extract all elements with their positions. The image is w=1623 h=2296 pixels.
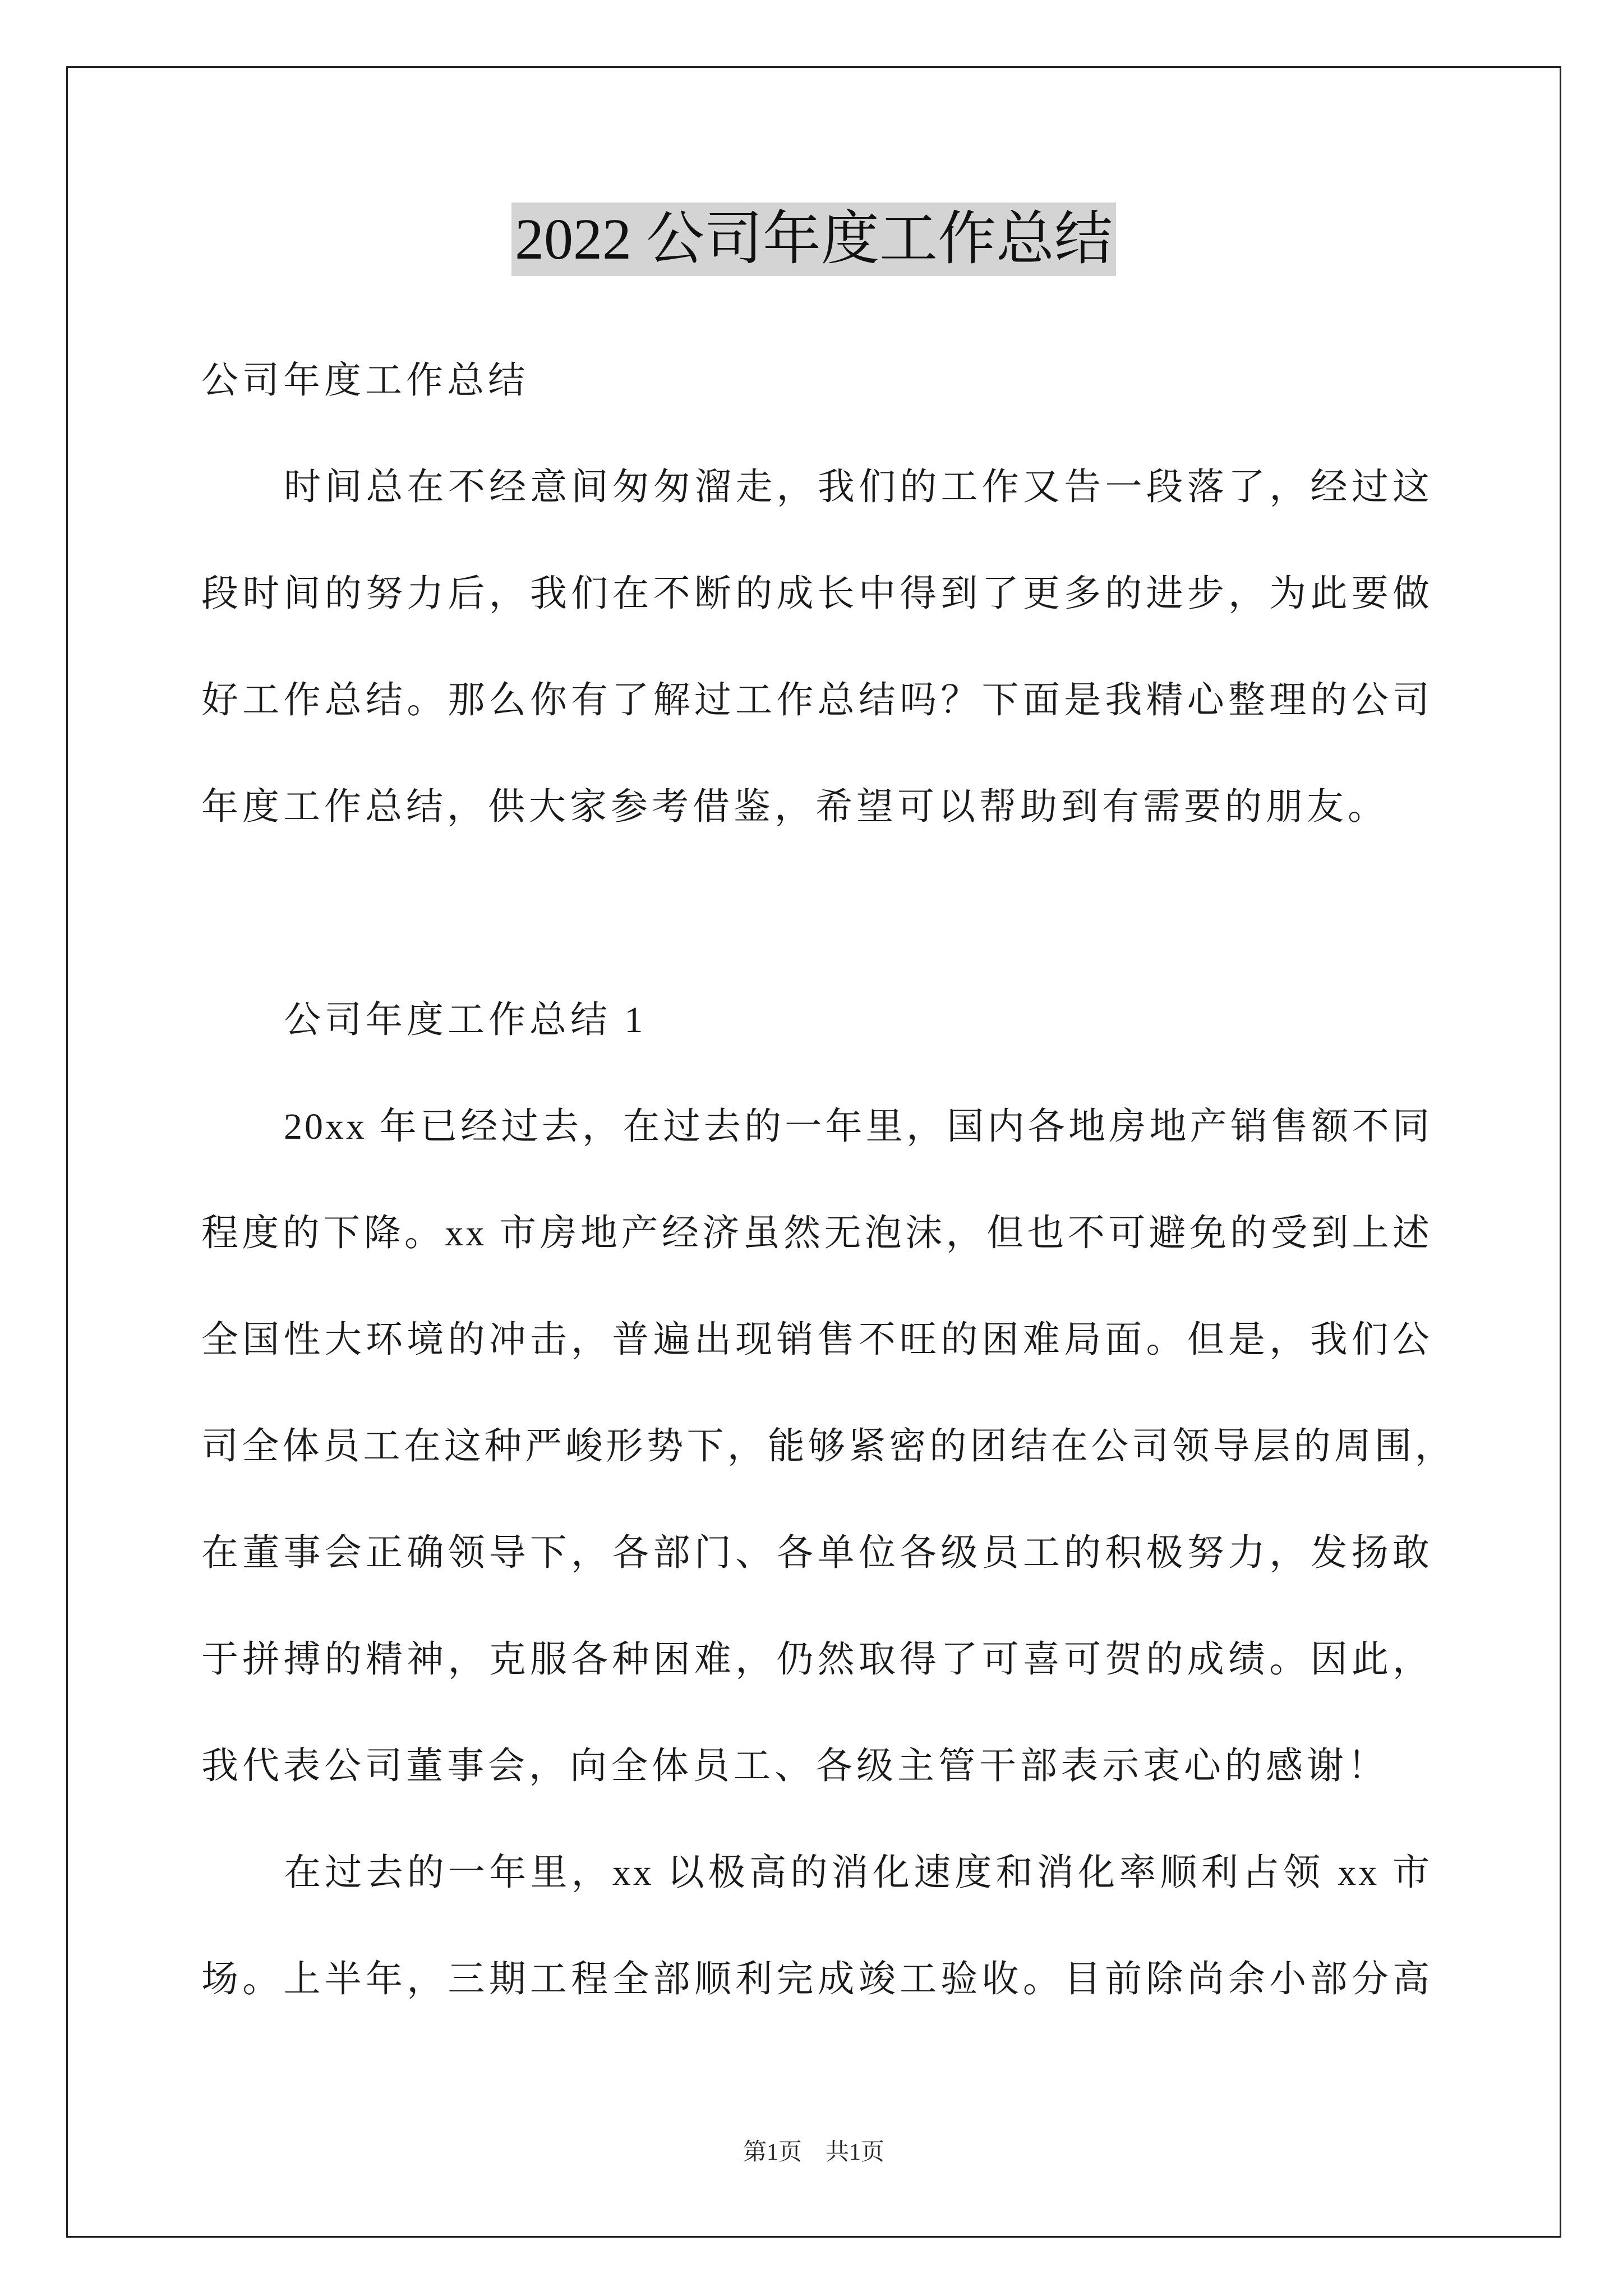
document-heading: 公司年度工作总结 <box>201 360 529 401</box>
paragraph-line: 我代表公司董事会，向全体员工、各级主管干部表示衷心的感谢！ <box>201 1746 1389 1787</box>
intro-paragraph <box>201 434 1432 861</box>
intro-line: 好工作总结。那么你有了解过工作总结吗？下面是我精心整理的公司 <box>201 680 1432 721</box>
paragraph-line: 在过去的一年里，xx 以极高的消化速度和消化率顺利占领 xx 市 <box>284 1852 1432 1893</box>
paragraph-line: 于拼搏的精神，克服各种困难，仍然取得了可喜可贺的成绩。因此， <box>201 1639 1432 1680</box>
paragraph-line: 在董事会正确领导下，各部门、各单位各级员工的积极努力，发扬敢 <box>201 1533 1432 1573</box>
intro-line: 年度工作总结，供大家参考借鉴，希望可以帮助到有需要的朋友。 <box>201 786 1389 827</box>
paragraph-line: 司全体员工在这种严峻形势下，能够紧密的团结在公司领导层的周围， <box>201 1426 1454 1467</box>
section-paragraph <box>201 1820 1432 2033</box>
section-paragraph <box>201 1074 1454 1820</box>
paragraph-line: 场。上半年，三期工程全部顺利完成竣工验收。目前除尚余小部分高 <box>201 1959 1432 2000</box>
paragraph-line: 全国性大环境的冲击，普遍出现销售不旺的困难局面。但是，我们公 <box>201 1319 1432 1360</box>
title-container <box>66 203 1561 276</box>
blank-line <box>201 861 1432 967</box>
paragraph-line: 20xx 年已经过去，在过去的一年里，国内各地房地产销售额不同 <box>284 1106 1432 1147</box>
paragraph-line: 程度的下降。xx 市房地产经济虽然无泡沫，但也不可避免的受到上述 <box>201 1213 1432 1254</box>
section-heading: 公司年度工作总结 1 <box>284 1000 647 1041</box>
intro-line: 时间总在不经意间匆匆溜走，我们的工作又告一段落了，经过这 <box>284 467 1432 508</box>
page-title: 2022 公司年度工作总结 <box>511 203 1116 276</box>
page-footer: 第1页 共1页 <box>743 2139 884 2165</box>
document-body <box>201 328 1454 2033</box>
intro-line: 段时间的努力后，我们在不断的成长中得到了更多的进步，为此要做 <box>201 573 1432 614</box>
